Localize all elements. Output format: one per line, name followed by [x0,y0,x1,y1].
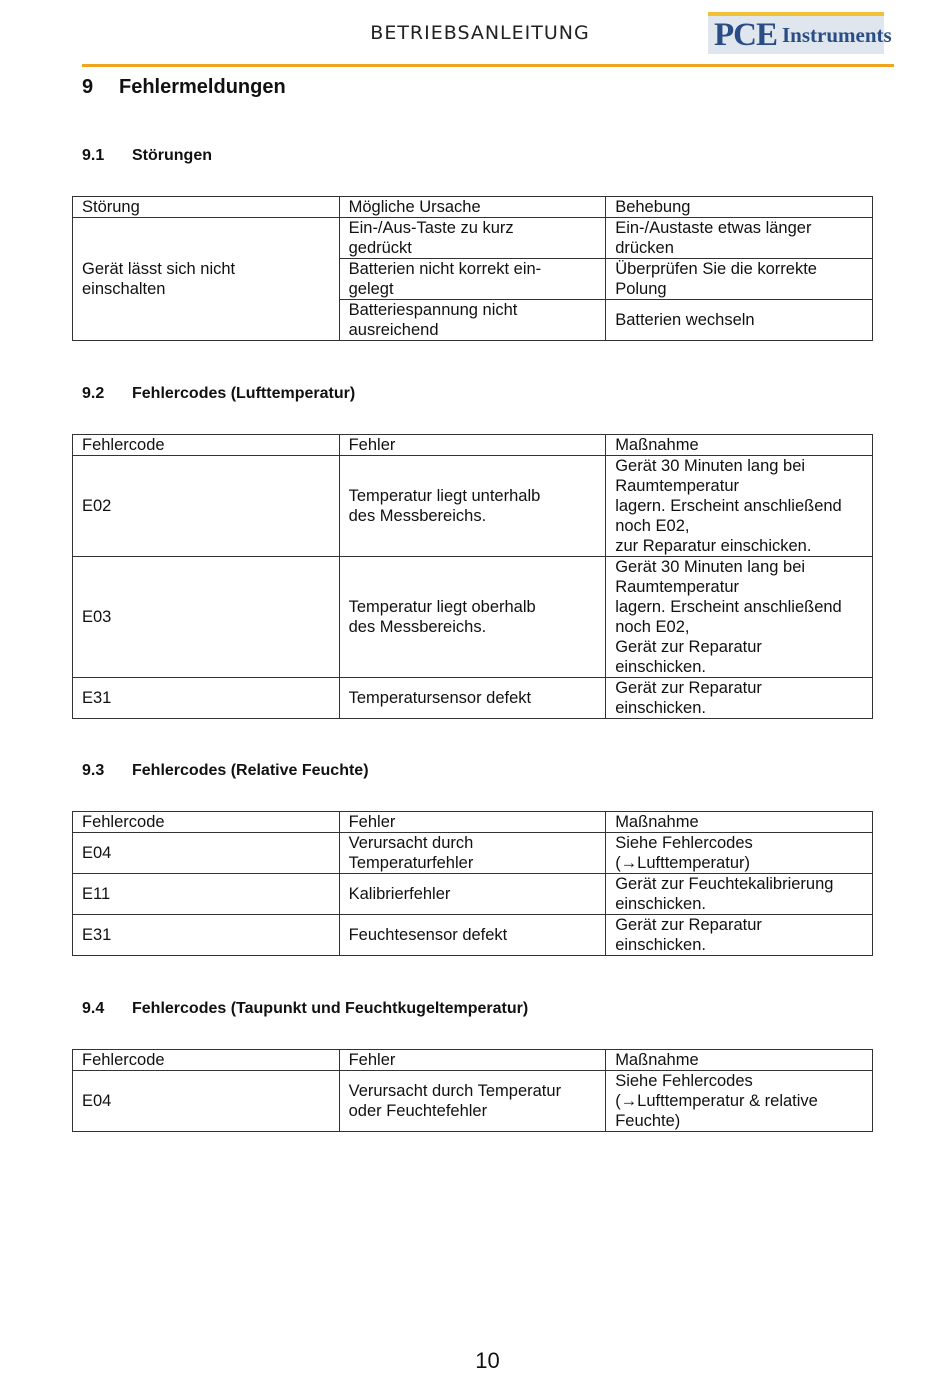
subsection-title-9-2 [82,385,355,403]
table-header-row [73,1050,873,1071]
stoerungen-table [72,196,873,341]
column-header: Fehler [339,1050,606,1071]
section-title-text: Fehlermeldungen [119,76,286,98]
subsection-title-9-1 [82,147,212,165]
header-rule [82,64,894,67]
subsection-title-text: Fehlercodes (Relative Feuchte) [132,762,369,779]
error-cell: Temperatursensor defekt [339,678,606,719]
table-header-row [73,197,873,218]
code-cell: E31 [73,678,340,719]
page-number: 10 [475,1348,500,1373]
table-row [73,557,873,678]
code-cell: E04 [73,833,340,874]
action-cell: Gerät 30 Minuten lang bei Raumtemperatur lagern. Erscheint anschließend noch E02, zur Reparatur einschicken. [606,456,873,557]
column-header: Maßnahme [606,1050,873,1071]
table-row [73,218,873,259]
subsection-number: 9.4 [82,1000,105,1017]
table-row [73,456,873,557]
pce-logo [708,12,892,54]
column-header: Maßnahme [606,435,873,456]
subsection-title-9-4 [82,1000,528,1018]
column-header: Fehlercode [73,1050,340,1071]
code-cell: E04 [73,1071,340,1132]
error-cell: Feuchtesensor defekt [339,915,606,956]
header-title: BETRIEBSANLEITUNG [370,22,590,44]
subsection-title-text: Störungen [132,147,212,164]
table-row [73,833,873,874]
error-cell: Temperatur liegt unterhalb des Messbereichs. [339,456,606,557]
cause-cell: Ein-/Aus-Taste zu kurz gedrückt [339,218,606,259]
cause-cell: Batterien nicht korrekt ein- gelegt [339,259,606,300]
logo-pce-text: PCE [714,16,777,53]
action-cell: Gerät zur Feuchtekalibrierung einschicken. [606,874,873,915]
code-cell: E03 [73,557,340,678]
table-row [73,874,873,915]
fix-cell: Überprüfen Sie die korrekte Polung [606,259,873,300]
subsection-number: 9.1 [82,147,105,164]
column-header: Störung [73,197,340,218]
column-header: Maßnahme [606,812,873,833]
subsection-title-text: Fehlercodes (Lufttemperatur) [132,385,356,402]
code-cell: E02 [73,456,340,557]
table-header-row [73,812,873,833]
taupunkt-table [72,1049,873,1132]
error-cell: Verursacht durch Temperatur oder Feuchtefehler [339,1071,606,1132]
action-cell: Siehe Fehlercodes (→Lufttemperatur & relative Feuchte) [606,1071,873,1132]
code-cell: E11 [73,874,340,915]
subsection-title-text: Fehlercodes (Taupunkt und Feuchtkugeltemperatur) [132,1000,529,1017]
fix-cell: Ein-/Austaste etwas länger drücken [606,218,873,259]
action-cell: Gerät zur Reparatur einschicken. [606,915,873,956]
subsection-title-9-3 [82,762,369,780]
column-header: Fehlercode [73,435,340,456]
table-row [73,1071,873,1132]
subsection-number: 9.2 [82,385,105,402]
action-cell: Gerät zur Reparatur einschicken. [606,678,873,719]
fix-cell: Batterien wechseln [606,300,873,341]
action-cell: Gerät 30 Minuten lang bei Raumtemperatur lagern. Erscheint anschließend noch E02, Gerät zur Reparatur einschicken. [606,557,873,678]
error-cell: Kalibrierfehler [339,874,606,915]
section-number: 9 [82,76,94,98]
error-cell: Temperatur liegt oberhalb des Messbereichs. [339,557,606,678]
column-header: Behebung [606,197,873,218]
logo-instruments-text: Instruments [782,22,892,47]
action-cell: Siehe Fehlercodes (→Lufttemperatur) [606,833,873,874]
column-header: Mögliche Ursache [339,197,606,218]
cause-cell: Batteriespannung nicht ausreichend [339,300,606,341]
lufttemperatur-table [72,434,873,719]
problem-cell: Gerät lässt sich nicht einschalten [73,218,340,341]
code-cell: E31 [73,915,340,956]
section-title [82,76,286,99]
column-header: Fehlercode [73,812,340,833]
column-header: Fehler [339,812,606,833]
column-header: Fehler [339,435,606,456]
relative-feuchte-table [72,811,873,956]
table-row [73,915,873,956]
table-row [73,678,873,719]
error-cell: Verursacht durch Temperaturfehler [339,833,606,874]
subsection-number: 9.3 [82,762,105,779]
table-header-row [73,435,873,456]
